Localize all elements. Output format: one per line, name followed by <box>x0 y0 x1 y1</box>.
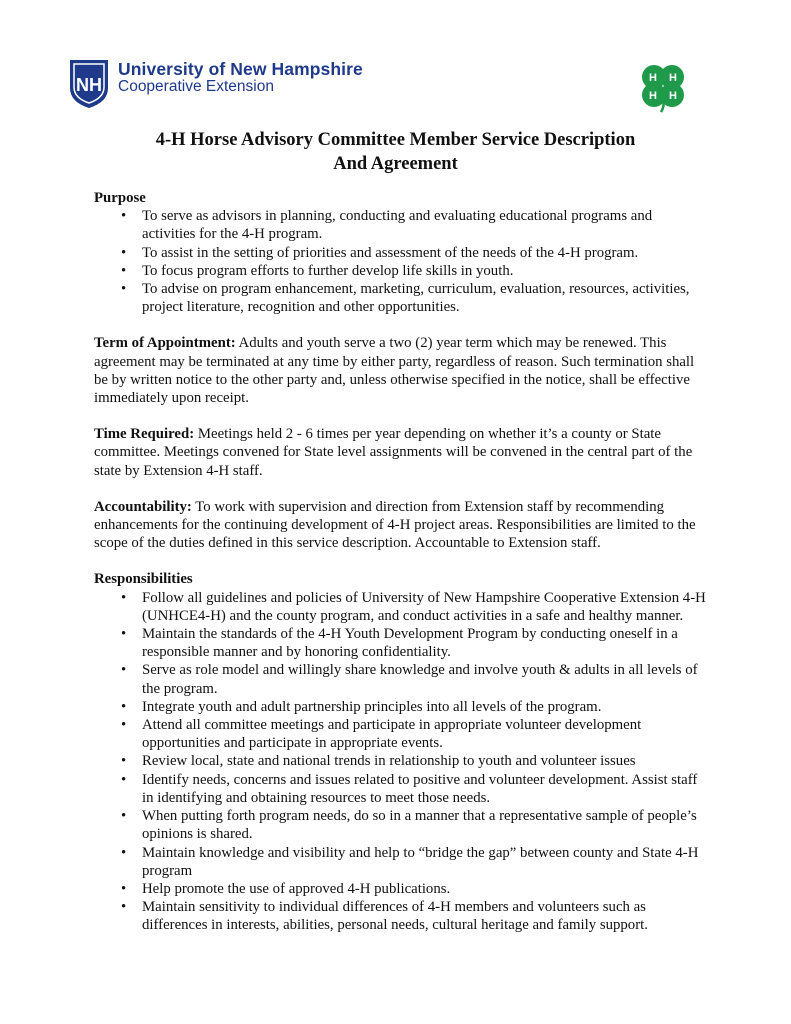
responsibility-item: • Identify needs, concerns and issues related to positive and volunteer development. Assist staff in identifying and obtaining resources to meet those needs. <box>142 771 706 807</box>
accountability-label: Accountability: <box>94 498 192 515</box>
accountability-text: To work with supervision and direction from Extension staff by recommending enhancements for the continuing development of 4-H project areas. Responsibilities are limited to the scope of the duties defined in this service description. Accountable to Extension staff. <box>94 498 696 552</box>
responsibility-item: • Follow all guidelines and policies of University of New Hampshire Cooperative Extension 4-H (UNHCE4-H) and the county program, and conduct activities in a safe and healthy manner. <box>142 589 706 625</box>
responsibility-item: • Maintain sensitivity to individual differences of 4-H members and volunteers such as differences in interests, abilities, personal needs, cultural heritage and family support. <box>142 898 706 934</box>
svg-text:H: H <box>649 90 657 102</box>
unh-logo <box>68 58 368 114</box>
accountability-paragraph <box>94 498 706 553</box>
responsibilities-heading: Responsibilities <box>94 571 193 588</box>
time-label: Time Required: <box>94 426 195 443</box>
responsibility-item: • Review local, state and national trends in relationship to youth and volunteer issues <box>142 752 706 770</box>
four-h-clover-icon <box>635 58 691 114</box>
title-line-2: And Agreement <box>333 154 458 174</box>
responsibility-item: • Maintain the standards of the 4-H Youth Development Program by conducting oneself in a responsible manner and by honoring confidentiality. <box>142 625 706 661</box>
title-line-1: 4-H Horse Advisory Committee Member Service Description <box>155 130 636 150</box>
purpose-item: • To assist in the setting of priorities and assessment of the needs of the 4-H program. <box>142 244 706 262</box>
term-paragraph <box>94 334 706 407</box>
unh-shield-icon <box>68 58 110 110</box>
responsibility-item: • Integrate youth and adult partnership principles into all levels of the program. <box>142 698 706 716</box>
purpose-item: • To serve as advisors in planning, conducting and evaluating educational programs and activities for the 4-H program. <box>142 207 706 243</box>
org-subname: Cooperative Extension <box>118 78 274 95</box>
purpose-item: • To advise on program enhancement, marketing, curriculum, evaluation, resources, activities, project literature, recognition and other opportunities. <box>142 280 706 316</box>
svg-text:H: H <box>649 72 657 84</box>
responsibility-item: • When putting forth program needs, do so in a manner that a representative sample of people’s opinions is shared. <box>142 807 706 843</box>
svg-text:H: H <box>669 90 677 102</box>
org-name: University of New Hampshire <box>118 59 363 79</box>
responsibility-item: • Help promote the use of approved 4-H publications. <box>142 880 706 898</box>
time-paragraph <box>94 425 706 480</box>
term-text: Adults and youth serve a two (2) year term which may be renewed. This agreement may be terminated at any time by either party, regardless of reason. Such termination shall be by written notice to the other party and, unless otherwise specified in the notice, shall be effective immediately upon receipt. <box>94 335 695 407</box>
purpose-list <box>94 207 706 316</box>
responsibility-item: • Serve as role model and willingly share knowledge and involve youth & adults in all levels of the program. <box>142 661 706 697</box>
shield-letters: NH <box>76 75 102 95</box>
document-title <box>0 128 791 176</box>
purpose-heading: Purpose <box>94 190 146 206</box>
responsibilities-list <box>94 589 706 935</box>
responsibility-item: • Attend all committee meetings and participate in appropriate volunteer development opportunities and participate in appropriate events. <box>142 716 706 752</box>
document-body <box>94 189 706 935</box>
purpose-item: • To focus program efforts to further develop life skills in youth. <box>142 262 706 280</box>
responsibility-item: • Maintain knowledge and visibility and help to “bridge the gap” between county and State 4-H program <box>142 844 706 880</box>
svg-text:H: H <box>669 72 677 84</box>
time-text: Meetings held 2 - 6 times per year depending on whether it’s a county or State committee. Meetings convened for State level assignments will be convened in the central part of the state by Extension 4-H staff. <box>94 426 693 479</box>
term-label: Term of Appointment: <box>94 335 236 352</box>
